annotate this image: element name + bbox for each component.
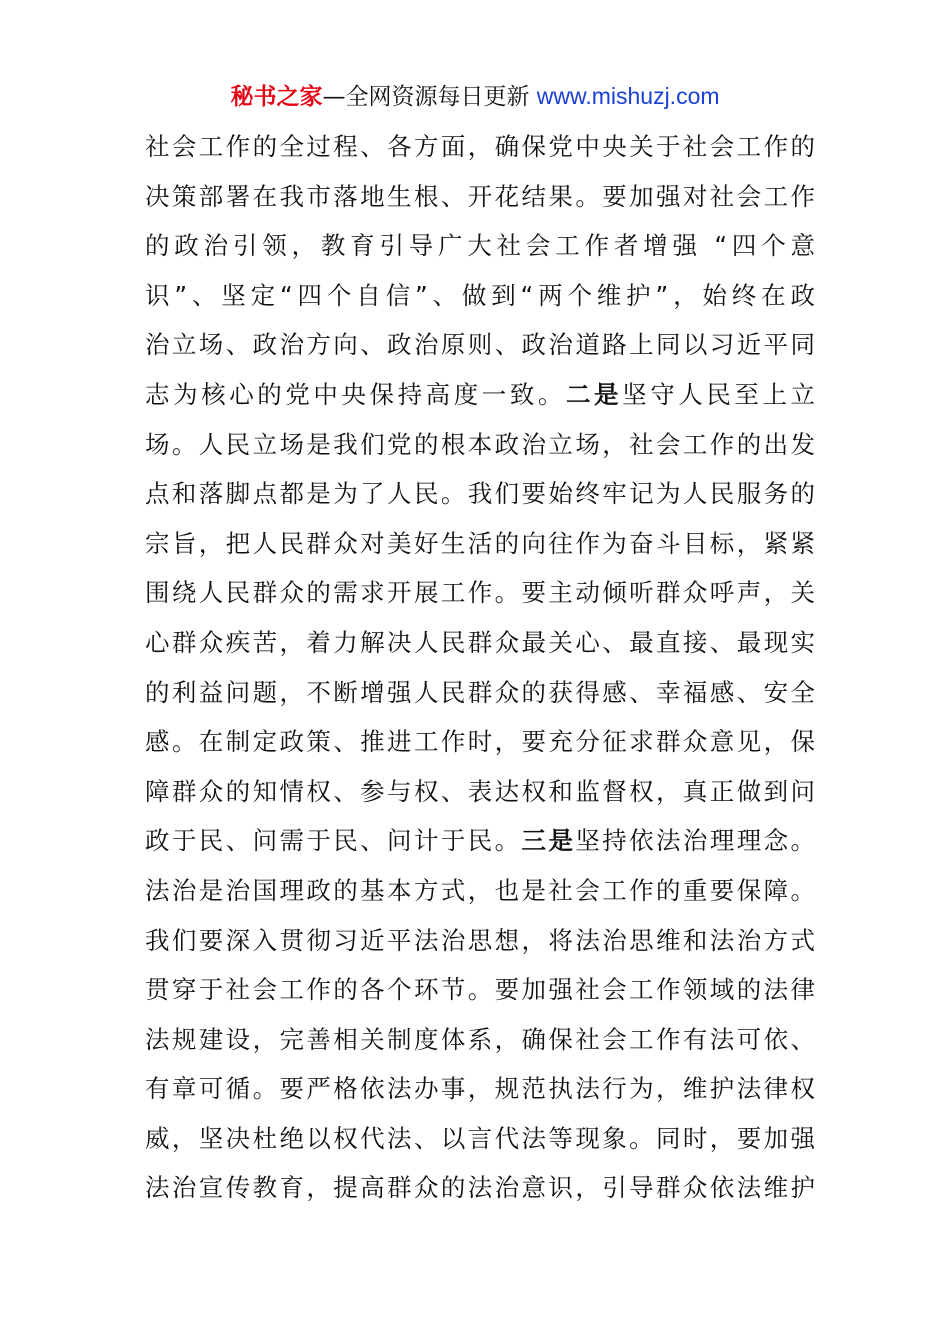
text-line: 法规建设，完善相关制度体系，确保社会工作有法可依、 [145, 1024, 815, 1054]
text-line: 社会工作的全过程、各方面，确保党中央关于社会工作的 [145, 132, 815, 161]
section-marker-two: 二是 [565, 379, 623, 409]
text-line: 志为核心的党中央保持高度一致。二是坚守人民至上立 [145, 379, 815, 409]
text-line: 贯穿于社会工作的各个环节。要加强社会工作领域的法律 [145, 975, 815, 1005]
text-line: 政于民、问需于民、问计于民。三是坚持依法治理理念。 [145, 826, 815, 856]
text-line: 我们要深入贯彻习近平法治思想，将法治思维和法治方式 [145, 925, 815, 955]
text-line: 法治宣传教育，提高群众的法治意识，引导群众依法维护 [145, 1173, 815, 1203]
text-line: 有章可循。要严格依法办事，规范执法行为，维护法律权 [145, 1074, 815, 1104]
text-line: 感。在制定政策、推进工作时，要充分征求群众意见，保 [145, 727, 815, 757]
text-line: 障群众的知情权、参与权、表达权和监督权，真正做到问 [145, 776, 815, 806]
text-line: 治立场、政治方向、政治原则、政治道路上同以习近平同 [145, 330, 815, 360]
text-line: 的政治引领，教育引导广大社会工作者增强 “四个意 [145, 231, 815, 261]
text-line: 场。人民立场是我们党的根本政治立场，社会工作的出发 [145, 429, 815, 459]
brand-name: 秘书之家 [230, 84, 323, 110]
text-line: 点和落脚点都是为了人民。我们要始终牢记为人民服务的 [145, 479, 815, 509]
text-line: 决策部署在我市落地生根、开花结果。要加强对社会工作 [145, 181, 815, 211]
text-line: 宗旨，把人民群众对美好生活的向往作为奋斗目标，紧紧 [145, 528, 815, 558]
document-body [145, 122, 815, 1213]
text-line: 心群众疾苦，着力解决人民群众最关心、最直接、最现实 [145, 627, 815, 657]
text-line: 法治是治国理政的基本方式，也是社会工作的重要保障。 [145, 875, 815, 905]
text-line: 威，坚决杜绝以权代法、以言代法等现象。同时，要加强 [145, 1123, 815, 1153]
site-header [0, 80, 950, 113]
text-line: 围绕人民群众的需求开展工作。要主动倾听群众呼声，关 [145, 578, 815, 608]
section-marker-three: 三是 [521, 826, 576, 856]
text-line: 识”、坚定“四个自信”、做到“两个维护”，始终在政 [145, 280, 815, 310]
site-url-link[interactable]: www.mishuzj.com [536, 83, 720, 109]
header-tagline: —全网资源每日更新 [322, 84, 537, 110]
text-line: 的利益问题，不断增强人民群众的获得感、幸福感、安全 [145, 677, 815, 707]
